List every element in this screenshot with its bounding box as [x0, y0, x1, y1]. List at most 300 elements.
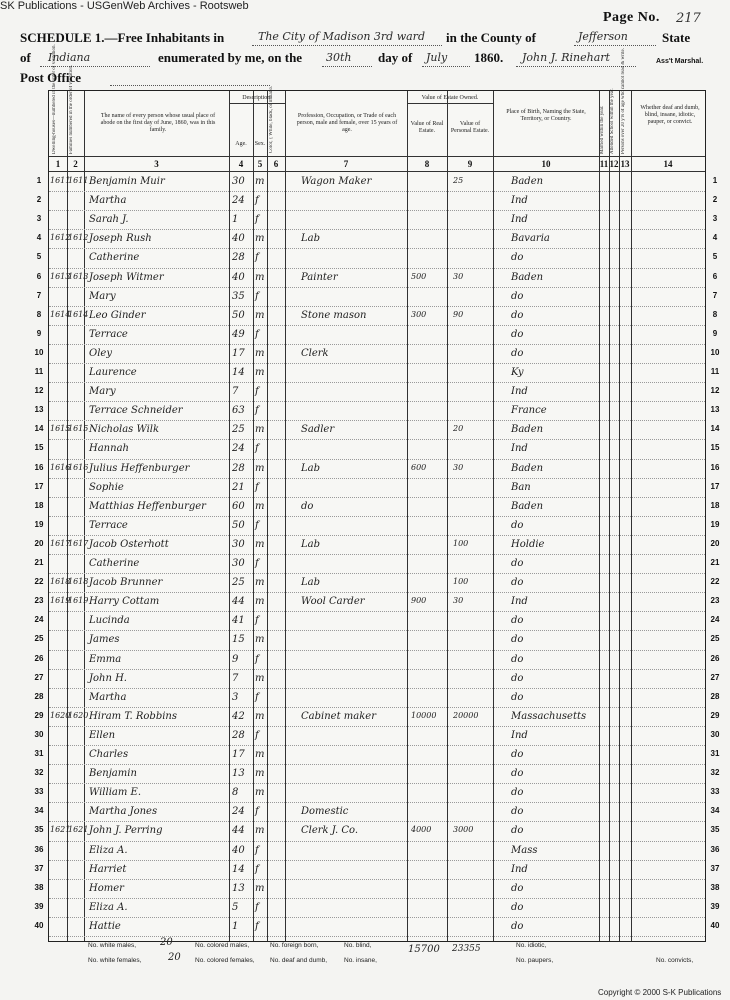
post-office-underline	[110, 85, 270, 86]
post-office-label: Post Office	[20, 70, 82, 85]
schedule-title: SCHEDULE 1.—Free Inhabitants in	[20, 30, 225, 45]
cell-birth: Massachusetts	[511, 710, 587, 722]
cell-birth: Ind	[511, 386, 528, 398]
col-number: 13	[620, 159, 630, 169]
row-rule	[49, 630, 705, 631]
cell-age: 49	[232, 328, 245, 340]
colored-females-label: No. colored females,	[195, 957, 255, 964]
cell-birth: Baden	[511, 500, 544, 512]
cell-name: Mary	[89, 386, 116, 398]
header-estate: Value of Estate Owned.	[421, 95, 479, 101]
cell-birth: Bavaria	[511, 233, 550, 245]
row-number-right: 21	[710, 558, 720, 567]
cell-age: 42	[232, 710, 245, 722]
cell-occ: Lab	[301, 233, 321, 245]
row-rule	[49, 783, 705, 784]
cell-age: 21	[232, 481, 245, 493]
cell-birth: Baden	[511, 424, 544, 436]
cell-real: 500	[411, 271, 427, 281]
cell-sex: f	[255, 405, 259, 417]
cell-name: Hiram T. Robbins	[89, 710, 178, 722]
row-number-left: 6	[36, 271, 42, 281]
cell-age: 5	[232, 901, 239, 913]
row-number-left: 37	[34, 863, 44, 873]
cell-name: Nicholas Wilk	[89, 424, 160, 436]
row-number-right: 28	[710, 691, 720, 701]
cell-name: Matthias Heffenburger	[89, 500, 206, 512]
cell-birth: Mass	[511, 844, 538, 856]
cell-age: 40	[232, 271, 245, 283]
header-profession: Profession, Occupation, or Trade of each person, male and female, over 15 years of age.	[296, 113, 398, 133]
row-rule	[49, 497, 705, 498]
cell-birth: do	[511, 328, 524, 340]
cell-age: 28	[232, 729, 245, 741]
header-color: Color, { White, black, or mulatto.	[269, 85, 274, 153]
row-number-right: 38	[710, 882, 720, 892]
cell-name: Harry Cottam	[89, 596, 160, 608]
personal-estate-total: 23355	[452, 944, 481, 954]
cell-age: 44	[232, 825, 245, 837]
row-number-left: 27	[34, 672, 44, 682]
row-number-right: 26	[710, 653, 720, 663]
row-number-left: 16	[34, 462, 44, 472]
cell-sex: f	[255, 729, 259, 741]
row-rule	[49, 248, 705, 249]
month-underline	[422, 66, 470, 67]
county-label: in the County of	[446, 30, 536, 45]
row-number-left: 31	[34, 749, 44, 758]
cell-sex: m	[255, 347, 265, 359]
row-number-left: 34	[34, 806, 44, 816]
row-number-left: 3	[36, 214, 42, 224]
cell-age: 9	[232, 653, 239, 665]
cell-dw: 1618	[50, 577, 71, 587]
cell-birth: do	[511, 519, 524, 531]
row-number-left: 40	[34, 920, 44, 930]
cell-sex: f	[255, 691, 259, 703]
row-number-right: 3	[712, 214, 718, 224]
cell-real: 10000	[411, 710, 437, 720]
header-illiterate: Persons over 20 y'rs of age who cannot read & write.	[621, 47, 626, 154]
row-rule	[49, 573, 705, 574]
cell-sex: m	[255, 749, 265, 760]
row-number-left: 12	[34, 386, 44, 396]
cell-birth: France	[511, 405, 547, 417]
cell-sex: m	[255, 634, 265, 646]
cell-birth: do	[511, 806, 524, 818]
row-number-left: 22	[34, 577, 44, 587]
cell-name: James	[89, 634, 120, 646]
cell-name: Jacob Brunner	[89, 577, 163, 589]
day-of-label: day of	[378, 50, 413, 65]
row-rule	[49, 439, 705, 440]
row-rule	[49, 325, 705, 326]
cell-age: 24	[232, 195, 245, 207]
white-females-label: No. white females,	[88, 957, 142, 964]
header-married: Married within the year.	[600, 105, 605, 154]
cell-pers: 3000	[453, 825, 474, 835]
white-males-value: 20	[160, 937, 173, 948]
row-rule	[49, 287, 705, 288]
paupers-label: No. paupers,	[516, 957, 554, 964]
cell-name: William E.	[89, 787, 141, 799]
header-birthplace: Place of Birth, Naming the State, Territory, or Country.	[506, 109, 586, 122]
cell-age: 14	[232, 863, 245, 875]
row-number-left: 30	[34, 729, 44, 739]
asst-marshal-label: Ass't Marshal.	[656, 58, 704, 65]
description-divider	[229, 103, 285, 104]
cell-sex: m	[255, 462, 265, 474]
row-number-right: 11	[710, 367, 720, 376]
cell-sex: m	[255, 176, 265, 187]
row-rule	[49, 936, 705, 937]
cell-fam: 1615	[68, 424, 89, 434]
cell-sex: m	[255, 233, 265, 245]
blind-label: No. blind,	[344, 942, 372, 949]
row-number-right: 4	[712, 233, 718, 243]
row-rule	[49, 611, 705, 612]
cell-sex: m	[255, 710, 265, 722]
year-label: 1860.	[474, 50, 504, 65]
header-real-estate: Value of Real Estate.	[410, 121, 444, 134]
cell-dw: 1619	[50, 596, 71, 606]
cell-age: 30	[232, 558, 245, 569]
row-number-left: 24	[34, 615, 44, 625]
col-number: 10	[541, 159, 551, 169]
cell-real: 600	[411, 462, 427, 472]
cell-birth: Baden	[511, 176, 544, 187]
cell-name: Ellen	[89, 729, 116, 741]
archive-banner: SK Publications - USGenWeb Archives - Rootsweb	[0, 0, 249, 12]
row-number-left: 36	[34, 844, 44, 854]
row-number-right: 5	[712, 252, 718, 262]
cell-occ: Stone mason	[301, 309, 367, 321]
row-rule	[49, 860, 705, 861]
day-underline	[322, 66, 372, 67]
cell-sex: f	[255, 481, 259, 493]
cell-sex: f	[255, 328, 259, 340]
row-number-left: 35	[34, 825, 44, 835]
cell-birth: do	[511, 768, 524, 780]
row-number-right: 25	[710, 634, 720, 644]
cell-sex: f	[255, 863, 259, 875]
cell-occ: Painter	[301, 271, 338, 283]
row-rule	[49, 535, 705, 536]
cell-age: 40	[232, 844, 245, 856]
cell-birth: Baden	[511, 462, 544, 474]
cell-age: 35	[232, 290, 245, 302]
row-number-right: 7	[712, 290, 718, 300]
page-number-label: Page No.	[603, 10, 660, 25]
row-number-left: 29	[34, 710, 44, 720]
marshal-handwritten: John J. Rinehart	[522, 51, 610, 64]
cell-name: Emma	[89, 653, 122, 665]
cell-real: 300	[411, 309, 427, 319]
row-number-left: 9	[36, 328, 42, 338]
cell-age: 25	[232, 424, 245, 436]
row-rule	[49, 554, 705, 555]
cell-age: 15	[232, 634, 245, 646]
cell-age: 14	[232, 367, 245, 378]
cell-age: 8	[232, 787, 239, 799]
cell-age: 28	[232, 462, 245, 474]
row-rule	[49, 344, 705, 345]
cell-birth: do	[511, 577, 524, 589]
convicts-label: No. convicts,	[656, 957, 694, 964]
cell-name: Lucinda	[89, 615, 130, 627]
deaf-dumb-label: No. deaf and dumb,	[270, 957, 328, 964]
insane-label: No. insane,	[344, 957, 377, 964]
cell-birth: Ky	[511, 367, 524, 378]
header-sex: Sex.	[254, 141, 266, 147]
row-rule	[49, 420, 705, 421]
cell-name: Terrace Schneider	[89, 405, 183, 417]
row-number-left: 1	[36, 176, 42, 185]
cell-name: Laurence	[89, 367, 137, 378]
cell-fam: 1620	[68, 710, 89, 720]
cell-birth: do	[511, 787, 524, 799]
cell-birth: do	[511, 672, 524, 684]
col-number: 3	[154, 159, 159, 169]
cell-occ: Wool Carder	[301, 596, 365, 608]
county-handwritten: Jefferson	[578, 30, 628, 43]
row-number-left: 4	[36, 233, 42, 243]
row-rule	[49, 382, 705, 383]
cell-occ: Clerk J. Co.	[301, 825, 359, 837]
cell-sex: m	[255, 787, 265, 799]
row-number-right: 10	[710, 347, 720, 357]
cell-name: Catherine	[89, 252, 140, 264]
cell-occ: do	[301, 500, 314, 512]
row-number-right: 35	[710, 825, 720, 835]
row-rule	[49, 879, 705, 880]
cell-age: 50	[232, 519, 245, 531]
row-number-right: 24	[710, 615, 720, 625]
cell-birth: Ind	[511, 195, 528, 207]
row-rule	[49, 669, 705, 670]
cell-name: Benjamin Muir	[89, 176, 165, 187]
cell-pers: 30	[453, 462, 464, 472]
of-label: of	[20, 50, 31, 65]
row-number-left: 14	[34, 424, 44, 434]
col-number: 14	[663, 159, 673, 169]
estate-divider	[407, 103, 493, 104]
row-number-right: 18	[710, 500, 720, 510]
cell-age: 44	[232, 596, 245, 608]
cell-sex: f	[255, 920, 259, 932]
row-number-left: 8	[36, 309, 42, 319]
column-number-divider	[49, 171, 705, 172]
row-rule	[49, 363, 705, 364]
row-number-right: 32	[710, 768, 720, 778]
cell-name: Leo Ginder	[89, 309, 146, 321]
cell-fam: 1612	[68, 233, 89, 243]
header-dwelling: Dwelling-houses—numbered in the order of visitation.	[52, 44, 57, 154]
cell-dw: 1611	[50, 176, 71, 185]
row-number-right: 9	[712, 328, 718, 338]
cell-birth: do	[511, 749, 524, 760]
col-number: 4	[238, 159, 244, 169]
col-number: 7	[343, 159, 349, 169]
row-number-left: 28	[34, 691, 44, 701]
row-number-right: 37	[710, 863, 720, 873]
col-number: 11	[599, 159, 609, 169]
cell-sex: f	[255, 558, 259, 569]
header-personal-estate: Value of Personal Estate.	[450, 121, 490, 134]
row-number-right: 33	[710, 787, 720, 797]
cell-name: Martha Jones	[89, 806, 158, 818]
cell-age: 17	[232, 749, 245, 760]
idiotic-label: No. idiotic,	[516, 942, 547, 949]
row-number-left: 18	[34, 500, 44, 510]
cell-age: 40	[232, 233, 245, 245]
county-underline	[574, 45, 656, 46]
cell-sex: f	[255, 443, 259, 455]
row-rule	[49, 459, 705, 460]
cell-sex: m	[255, 882, 265, 894]
cell-birth: Ind	[511, 443, 528, 455]
cell-name: Hattie	[89, 920, 121, 932]
cell-sex: m	[255, 596, 265, 608]
cell-sex: f	[255, 844, 259, 856]
row-number-right: 22	[710, 577, 720, 587]
cell-name: Martha	[89, 195, 127, 207]
row-number-right: 17	[710, 481, 720, 491]
header-age: Age.	[235, 141, 247, 147]
cell-birth: do	[511, 634, 524, 646]
cell-occ: Wagon Maker	[301, 176, 372, 187]
row-number-left: 11	[34, 367, 44, 376]
cell-occ: Lab	[301, 538, 321, 550]
cell-name: Sophie	[89, 481, 124, 493]
row-number-left: 19	[34, 519, 44, 529]
row-rule	[49, 707, 705, 708]
row-number-right: 23	[710, 596, 720, 606]
cell-dw: 1617	[50, 538, 71, 548]
row-number-left: 26	[34, 653, 44, 663]
cell-name: Terrace	[89, 519, 128, 531]
cell-pers: 90	[453, 309, 464, 319]
row-number-right: 15	[710, 443, 720, 453]
cell-age: 1	[232, 920, 239, 932]
row-number-right: 34	[710, 806, 720, 816]
row-number-right: 2	[712, 195, 718, 205]
cell-pers: 25	[453, 176, 464, 185]
header-deaf-dumb: Whether deaf and dumb, blind, insane, idiotic, pauper, or convict.	[640, 105, 700, 125]
page-number-value: 217	[676, 11, 701, 26]
cell-age: 7	[232, 672, 239, 684]
row-number-right: 6	[712, 271, 718, 281]
cell-birth: Ind	[511, 214, 528, 226]
cell-birth: Baden	[511, 271, 544, 283]
real-estate-total: 15700	[408, 944, 440, 955]
cell-birth: Ind	[511, 596, 528, 608]
cell-name: Harriet	[89, 863, 127, 875]
cell-name: John H.	[89, 672, 127, 684]
cell-dw: 1621	[50, 825, 71, 835]
row-number-left: 5	[36, 252, 42, 262]
header-description: Description.	[242, 95, 272, 101]
cell-pers: 100	[453, 538, 469, 548]
cell-birth: do	[511, 882, 524, 894]
row-rule	[49, 898, 705, 899]
cell-age: 13	[232, 882, 245, 894]
row-number-left: 32	[34, 768, 44, 778]
row-number-left: 2	[36, 195, 42, 205]
place-underline	[252, 45, 442, 46]
row-rule	[49, 401, 705, 402]
colored-males-label: No. colored males,	[195, 942, 250, 949]
cell-name: Hannah	[89, 443, 129, 455]
header-families: Families numbered in the order of visitation.	[69, 64, 74, 154]
cell-birth: do	[511, 901, 524, 913]
cell-dw: 1615	[50, 424, 71, 434]
cell-sex: f	[255, 252, 259, 264]
cell-sex: m	[255, 271, 265, 283]
cell-dw: 1612	[50, 233, 71, 243]
cell-dw: 1620	[50, 710, 71, 720]
cell-name: Charles	[89, 749, 129, 760]
cell-sex: f	[255, 653, 259, 665]
row-number-right: 12	[710, 386, 720, 396]
cell-name: Joseph Rush	[89, 233, 152, 245]
row-rule	[49, 821, 705, 822]
row-number-left: 17	[34, 481, 44, 491]
cell-fam: 1617	[68, 538, 89, 548]
row-number-left: 23	[34, 596, 44, 606]
cell-age: 17	[232, 347, 245, 359]
cell-sex: m	[255, 672, 265, 684]
row-number-right: 27	[710, 672, 720, 682]
cell-name: Eliza A.	[89, 844, 128, 856]
row-number-right: 31	[710, 749, 720, 758]
col-number: 8	[424, 159, 430, 169]
cell-age: 30	[232, 176, 245, 187]
state-handwritten: Indiana	[48, 51, 91, 64]
cell-birth: do	[511, 615, 524, 627]
row-number-right: 16	[710, 462, 720, 472]
row-rule	[49, 229, 705, 230]
cell-name: Eliza A.	[89, 901, 128, 913]
row-rule	[49, 191, 705, 192]
cell-pers: 30	[453, 596, 464, 606]
row-number-left: 13	[34, 405, 44, 415]
row-number-right: 14	[710, 424, 720, 434]
col-number: 12	[609, 159, 619, 169]
copyright-notice: Copyright © 2000 S-K Publications	[598, 988, 722, 997]
enumerated-label: enumerated by me, on the	[158, 50, 303, 65]
cell-age: 41	[232, 615, 245, 627]
cell-name: Catherine	[89, 558, 140, 569]
cell-occ: Sadler	[301, 424, 335, 436]
cell-sex: m	[255, 309, 265, 321]
cell-occ: Clerk	[301, 347, 329, 359]
cell-occ: Domestic	[301, 806, 349, 818]
cell-age: 30	[232, 538, 245, 550]
state-label: State	[662, 30, 691, 45]
row-number-right: 29	[710, 710, 720, 720]
row-number-left: 7	[36, 290, 42, 300]
cell-fam: 1616	[68, 462, 89, 472]
cell-name: Sarah J.	[89, 214, 129, 226]
row-number-right: 20	[710, 538, 720, 548]
row-rule	[49, 516, 705, 517]
cell-sex: m	[255, 538, 265, 550]
header-divider	[49, 156, 705, 157]
cell-birth: do	[511, 825, 524, 837]
cell-fam: 1613	[68, 271, 89, 281]
cell-age: 13	[232, 768, 245, 780]
